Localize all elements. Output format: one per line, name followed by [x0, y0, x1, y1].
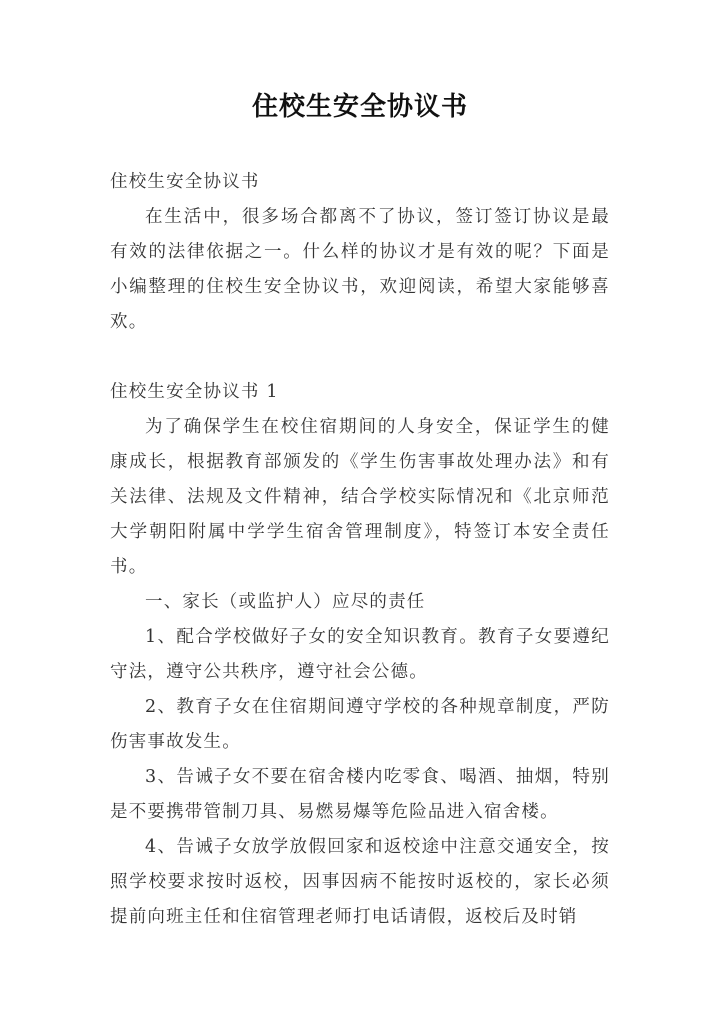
section-heading: 住校生安全协议书 1: [110, 382, 279, 402]
responsibility-item-1: 1、配合学校做好子女的安全知识教育。教育子女要遵纪守法，遵守公共秩序，遵守社会公德。: [110, 627, 610, 682]
parent-responsibility-heading: 一、家长（或监护人）应尽的责任: [145, 592, 426, 612]
intro-paragraph: 在生活中，很多场合都离不了协议，签订签订协议是最有效的法律依据之一。什么样的协议才是有效的呢？下面是小编整理的住校生安全协议书，欢迎阅读，希望大家能够喜欢。: [110, 207, 610, 332]
responsibility-item-2: 2、教育子女在住宿期间遵守学校的各种规章制度，严防伤害事故发生。: [110, 697, 610, 752]
document-title: 住校生安全协议书: [251, 92, 468, 122]
responsibility-item-3: 3、告诫子女不要在宿舍楼内吃零食、喝酒、抽烟，特别是不要携带管制刀具、易燃易爆等危险品进入宿舍楼。: [110, 767, 610, 822]
section-paragraph: 为了确保学生在校住宿期间的人身安全，保证学生的健康成长，根据教育部颁发的《学生伤害事故处理办法》和有关法律、法规及文件精神，结合学校实际情况和《北京师范大学朝阳附属中学学生宿舍管理制度》，特签订本安全责任书。: [110, 417, 610, 577]
document-subtitle: 住校生安全协议书: [110, 172, 260, 192]
document-body: [110, 165, 610, 935]
responsibility-item-4: 4、告诫子女放学放假回家和返校途中注意交通安全，按照学校要求按时返校，因事因病不能按时返校的，家长必须提前向班主任和住宿管理老师打电话请假，返校后及时销: [110, 837, 610, 927]
